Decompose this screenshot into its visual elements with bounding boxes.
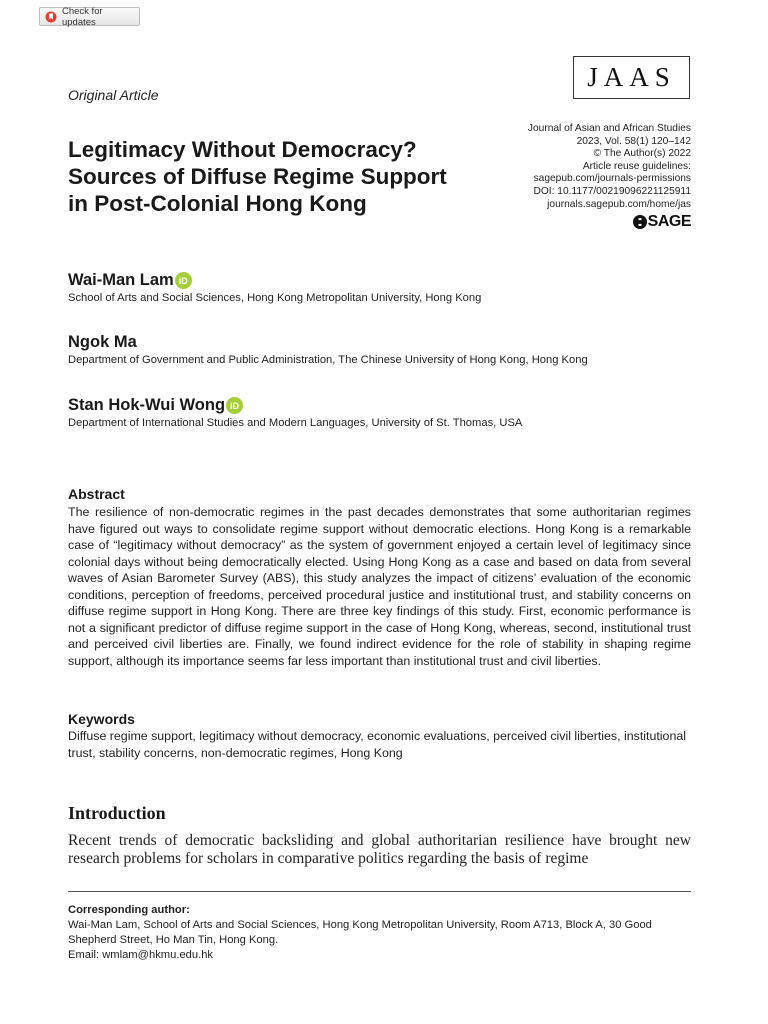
sage-logo [633,213,691,231]
copyright: © The Author(s) 2022 [593,148,691,160]
author-affiliation: School of Arts and Social Sciences, Hong Kong Metropolitan University, Hong Kong [68,292,482,304]
title-line: Legitimacy Without Democracy? [68,137,417,162]
author-name-text: Stan Hok-Wui Wong [68,396,226,414]
title-line: in Post-Colonial Hong Kong [68,191,367,216]
corresponding-author-label: Corresponding author: [68,904,190,916]
author-affiliation: Department of Government and Public Administration, The Chinese University of Hong Kong, Hong Kong [68,354,588,366]
corresponding-author-note [68,903,691,963]
journal-homepage-link[interactable]: journals.sagepub.com/home/jas [547,198,691,210]
keywords-heading: Keywords [68,711,135,727]
author-name-text: Ngok Ma [68,333,137,351]
author-name [68,271,481,290]
doi[interactable]: DOI: 10.1177/00219096221125911 [533,185,691,197]
author-block [68,396,522,429]
journal-logo: JAAS [573,56,690,99]
author-block [68,333,588,366]
abstract-heading: Abstract [68,486,125,502]
orcid-icon[interactable]: iD [175,272,192,289]
journal-volume: 2023, Vol. 58(1) 120–142 [576,135,691,147]
check-for-updates-label: Check for updates [61,5,103,28]
title-line: Sources of Diffuse Regime Support [68,164,447,189]
journal-name: Journal of Asian and African Studies [527,123,691,134]
publisher-name: SAGE [647,213,691,230]
footnote-divider [68,891,691,892]
author-name [68,333,588,352]
author-affiliation: Department of International Studies and Modern Languages, University of St. Thomas, USA [68,417,523,429]
orcid-icon[interactable]: iD [226,397,243,414]
article-type: Original Article [68,87,159,103]
check-for-updates-button[interactable] [39,7,140,26]
author-name-text: Wai-Man Lam [68,271,174,289]
bookmark-refresh-icon [45,11,57,23]
article-title [68,136,498,217]
author-block [68,271,481,304]
corresponding-author-email[interactable]: Email: wmlam@hkmu.edu.hk [68,949,214,961]
author-name [68,396,522,415]
introduction-heading: Introduction [68,803,166,823]
sage-icon [633,215,647,229]
permissions-link[interactable]: sagepub.com/journals-permissions [533,173,691,185]
corresponding-author-address: Wai-Man Lam, School of Arts and Social Sciences, Hong Kong Metropolitan University, Room A713, Block A, 30 Good Shepherd Street, Ho Man Tin, Hong Kong. [68,919,652,946]
introduction-text: Recent trends of democratic backsliding and global authoritarian resilience have brought new research problems for scholars in comparative politics regarding the basis of regime [68,832,691,867]
keywords-text: Diffuse regime support, legitimacy without democracy, economic evaluations, perceived civil liberties, institutional trust, stability concerns, non-democratic regimes, Hong Kong [68,729,686,760]
reuse-guidelines-label: Article reuse guidelines: [582,160,691,172]
abstract-text: The resilience of non-democratic regimes in the past decades demonstrates that some authoritarian regimes have figured out ways to consolidate regime support without democratic elections. Hong Kong is a remarkable case of “legitimacy without democracy” as the system of government enjoyed a certain level of legitimacy since colonial days without being democratically elected. Using Hong Kong as a case and based on data from several waves of Asian Barometer Survey (ABS), this study analyzes the impact of citizens’ evaluation of the economic conditions, perception of freedoms, perceived procedural justice and institutional trust, and stability concerns on diffuse regime support in Hong Kong. There are three key findings of this study. First, economic performance is not a significant predictor of diffuse regime support in the case of Hong Kong, whereas, second, institutional trust and perceived civil liberties are. Finally, we found indirect evidence for the role of stability in shaping regime support, although its importance seems far less important than institutional trust and civil liberties. [68,505,691,668]
